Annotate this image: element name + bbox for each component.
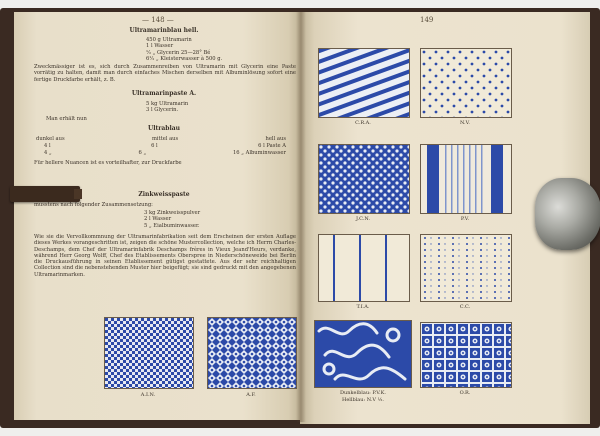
fabric-swatch-af (207, 317, 297, 389)
fabric-swatch-swirls (314, 320, 412, 388)
swatch-caption: N.V. (460, 120, 470, 126)
table-cell: 6 l Paste A (258, 143, 286, 149)
swatch-caption: O.R. (459, 390, 471, 396)
recipe-list-3 (144, 210, 284, 229)
left-page (14, 12, 300, 420)
table-cell: 6 l (151, 143, 158, 149)
section-title-ultrablau: Ultrablau (147, 125, 181, 132)
recipe-line: 450 g Ultramarin (146, 37, 192, 43)
swatch-caption-secondary: Hellblau: N.V ¹⁄₂. (341, 397, 385, 403)
table-header: mittel aus (151, 136, 179, 142)
table-header: hell aus (265, 136, 286, 142)
recipe-line: 5 kg Ultramarin (146, 101, 189, 107)
swatch-caption: P.V. (460, 216, 470, 222)
page-number-left: — 148 — (142, 16, 174, 24)
swatch-caption: A.I.N. (140, 392, 156, 398)
intro-text-zink: musstens nach folgender Zusammensetzung: (34, 202, 153, 208)
table-cell: 4 „ (44, 150, 52, 156)
swatch-caption: T.I.A. (356, 304, 370, 310)
recipe-line: 6¹⁄₂ „ Kleisterwasser à 500 g. (146, 55, 223, 62)
section-title-paste-a: Ultramarinpaste A. (131, 90, 197, 97)
swatch-caption: A.F. (246, 392, 256, 398)
recipe-list-2 (146, 101, 286, 114)
bookmark-ribbon (10, 186, 80, 202)
fabric-swatch-ain (104, 317, 194, 389)
recipe-line: 2 l Wasser (144, 216, 172, 223)
swatch-caption: C.C. (459, 304, 471, 310)
recipe-line: ¹⁄₂ „ Glycerin 25—28° Bé (146, 49, 211, 56)
swatch-caption: J.C.N. (355, 216, 371, 222)
fabric-swatch-tia (318, 234, 410, 302)
fabric-swatch-nv (420, 48, 512, 118)
fabric-swatch-or (420, 322, 512, 388)
fabric-swatch-jcn (318, 144, 410, 214)
table-cell: 4 l (44, 143, 51, 149)
paragraph-collection: Wie sie die Vervollkommnung der Ultramarinfabrikation seit dem Erscheinen der ersten Auflage dieses Werkes vorangeschritten ist, zeigen die schöne Mustercollection, welche ich Herrn Charles-Deschamps, dem Chef der Ultramarinfabrik Deschamps frères in Vieux Jeand'Heurs, verdanke, während Herr Georg Wolff, Chef des Etablissements Oberspree in Niederschöneweide bei Berlin die Druckausführung in seinen Etablissement gütigst gestattete. Aus der sehr reichhaltigen Collection sind die nebenstehenden Muster hier beigefügt; sie sind gedruckt mit den angegebenen Ultramarinmarken. (34, 234, 296, 278)
section-title-ultramarinblau: Ultramarinblau hell. (129, 27, 199, 34)
intro-text: Man erhält nun (46, 116, 87, 122)
table-row (44, 143, 286, 149)
paperweight-stone (535, 178, 600, 250)
table-row (44, 150, 286, 156)
fabric-swatch-pv (420, 144, 512, 214)
fabric-swatch-cc (420, 234, 512, 302)
recipe-line: 1 l Wasser (146, 43, 174, 50)
recipe-line: 3 kg Zinkweisspulver (144, 210, 201, 216)
swatch-caption: C.R.A. (355, 120, 371, 126)
page-number-right: 149 (420, 16, 434, 24)
table-cell: 6 „ (138, 150, 147, 156)
section-title-zinkweiss: Zinkweisspaste (138, 191, 190, 198)
recipe-line: 5 „ Eialbuminwasser. (144, 222, 200, 229)
swatch-caption: Dunkelblau: P.V.K. (340, 390, 386, 396)
table-cell: 16 „ Albuminwasser (233, 150, 286, 156)
note-text: Für hellere Nuancen ist es vorteilhafter, zur Druckfarbe (34, 160, 182, 166)
table-header: dunkel aus (36, 136, 65, 142)
paragraph-paste: Zweckmässiger ist es, sich durch Zusammenreiben von Ultramarin mit Glycerin eine Paste vorrätig zu halten, damit man durch einfaches Mischen derselben mit Albuminlösung sofort eine fertige Druckfarbe erhält, z. B. (34, 64, 296, 83)
recipe-line: 3 l Glycerin. (146, 107, 179, 114)
fabric-swatch-cra (318, 48, 410, 118)
table-header-row (36, 136, 286, 142)
recipe-list-1 (146, 37, 286, 62)
book-spine-shadow (296, 12, 306, 422)
